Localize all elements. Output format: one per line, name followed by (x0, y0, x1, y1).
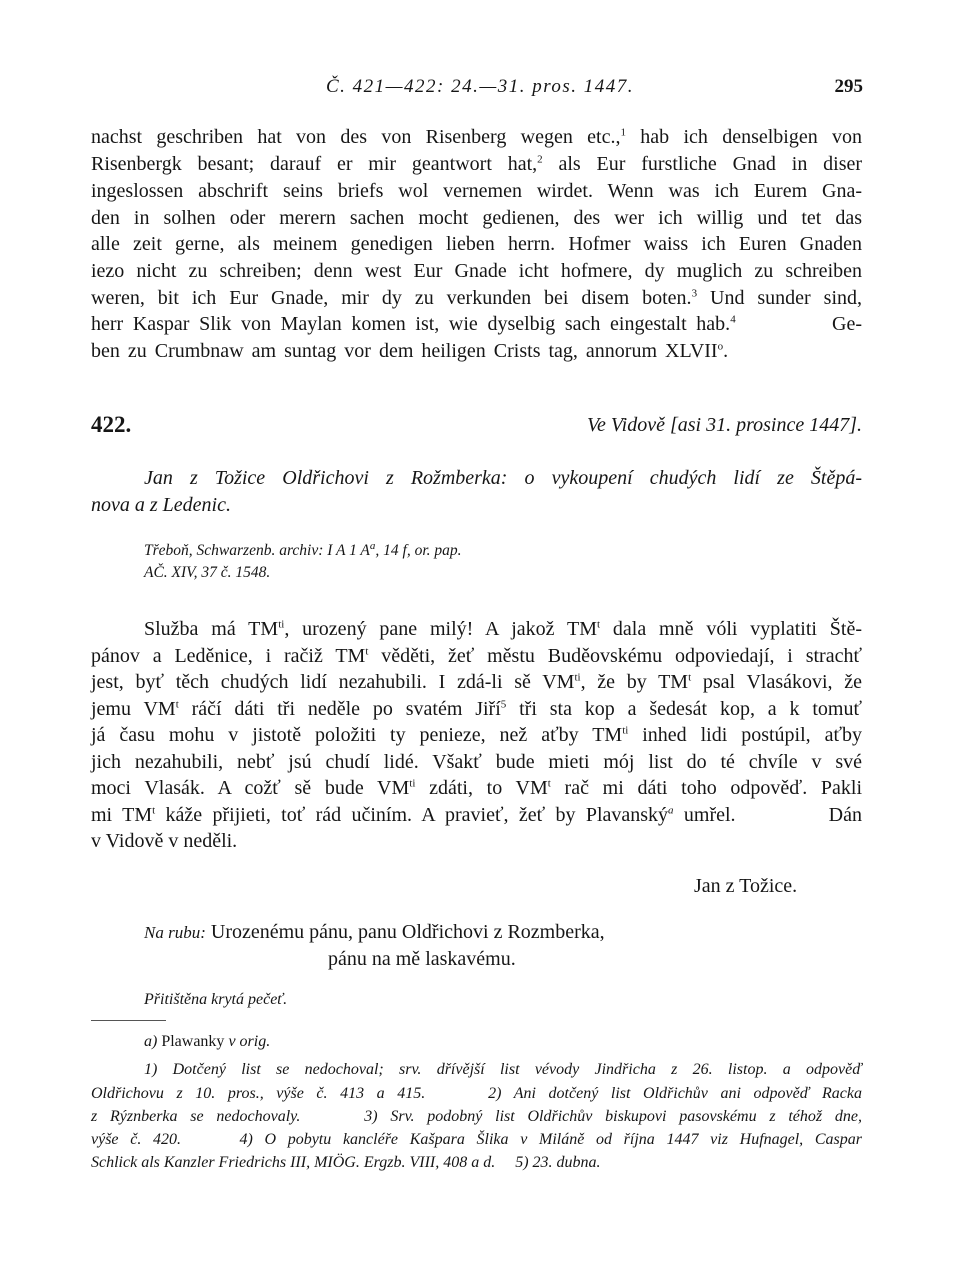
seal-note: Přitištěna krytá pečeť. (144, 991, 288, 1008)
page-number: 295 (834, 76, 863, 97)
letter-421-line: alle zeit gerne, als meinem genedigen lieben herrn. Hofmer waiss ich Euren Gnaden (91, 233, 862, 255)
letter-421-line: ingeslossen abschrift seins briefs wol vernemen wirdet. Wenn was ich Eurem Gna- (91, 180, 862, 202)
letter-422-line: Služba má $TM^{ti}$, urozený pane milý! A jakož $TM^t$ dala mně vóli vyplatiti Ště- (144, 618, 862, 640)
letter-422-line: jemu $VM^t$ ráčí dáti tři neděle po svatém Jiří$^5$ tři sta kop a šedesát kop, a k tomuť (91, 698, 862, 720)
footnote-ref: 2 (537, 153, 543, 166)
address-label: Na rubu: (144, 923, 206, 942)
address-line: Na rubu: Urozenému pánu, panu Oldřichovi z Rozmberka, (144, 921, 605, 943)
footnote-a: a) Plawanky v orig. (144, 1033, 271, 1050)
footnote-ref: 3 (691, 287, 698, 300)
letter-421-line: herr Kaspar Slik von Maylan komen ist, wie dyselbig sach eingestalt hab.$^4$ Ge- (91, 313, 863, 335)
regest-line: Jan z Tožice Oldřichovi z Rožmberka: o vykoupení chudých lidí ze Štěpá- (144, 467, 862, 489)
archive-source: Třeboň, Schwarzenb. archiv: I A 1 $A^a$, 14 f, or. pap. (144, 539, 462, 559)
footnote-line: Oldřichovu z 10. pros., výše č. 413 a 415. 2) Ani dotčený list Oldřichův ani odpověď Racka (91, 1085, 862, 1102)
signature: Jan z Tožice. (694, 875, 798, 897)
letter-421-line: den in solhen oder merern sachen mocht gedienen, des wer ich willig und tet das (91, 207, 862, 229)
footnote-ref: 4 (730, 313, 736, 326)
letter-422-line: já času mohu v jistotě položiti ty penieze, než aťby $TM^{ti}$ inhed lidi postúpil, aťby (91, 724, 863, 746)
footnote-divider (91, 1020, 166, 1021)
footnote-line: 1) Dotčený list se nedochoval; srv. dřívější list vévody Jindřicha z 26. listop. a odpověď (144, 1061, 862, 1078)
letter-421-line: ben zu Crumbnaw am suntag vor dem heiligen Crists tag, annorum XLVII$^o$. (91, 340, 729, 362)
letter-422-line: pánov a Leděnice, i račiž $TM^t$ věděti, žeť městu Buděovskému odpoviedají, i strachť (91, 645, 863, 667)
letter-421-line: weren, bit ich Eur Gnade, mir dy zu verkunden bei disem boten.$^3$ Und sunder sind, (91, 287, 863, 309)
letter-422-line: jest, byť těch chudých lidí nezahubili. I zdá-li sě $VM^{ti}$, že by $TM^t$ psal Vlasákovi, že (91, 671, 863, 693)
address-line: pánu na mě laskavému. (328, 948, 516, 970)
letter-421-line: iezo nicht zu schreiben; denn west Eur Gnade icht hofmere, dy muglich zu schreiben (91, 260, 862, 282)
footnote-ref: 5 (500, 698, 507, 711)
footnote-ref: a (668, 804, 674, 817)
document-place-date: Ve Vidově [asi 31. prosince 1447]. (587, 414, 862, 436)
letter-422-line: moci Vlasák. A cožť sě bude $VM^{ti}$ zdáti, to $VM^t$ rač mi dáti toho odpověď. Pakli (91, 777, 863, 799)
footnote-line: výše č. 420. 4) O pobytu kancléře Kašpara Šlika v Miláně od října 1447 viz Hufnagel, Caspar (91, 1131, 862, 1148)
footnote-line: Schlick als Kanzler Friedrichs III, MIÖG. Ergzb. VIII, 408 a d. 5) 23. dubna. (91, 1154, 601, 1171)
letter-422-line: mi $TM^t$ káže přijieti, toť rád učiním. A pravieť, žeť by Plavanský$^a$ umřel. Dán (91, 804, 862, 826)
document-number: 422. (91, 412, 132, 437)
letter-421-line: nachst geschriben hat von des von Risenberg wegen etc.,$^1$ hab ich denselbigen von (91, 126, 863, 148)
footnote-ref: 1 (620, 126, 626, 139)
footnote-line: z Rýznberka se nedochovaly. 3) Srv. podobný list Oldřichův biskupovi pasovskému z téhož dne, (91, 1108, 862, 1125)
page-header (0, 76, 960, 104)
edition-source: AČ. XIV, 37 č. 1548. (144, 564, 271, 581)
regest-line: nova a z Ledenic. (91, 494, 231, 516)
letter-421-line: Risenbergk besant; darauf er mir geantwort hat,$^2$ als Eur furstliche Gnad in diser (91, 153, 863, 175)
letter-422-line: jich nezahubili, nebť jsú chudí lidé. Všakť bude mieti mój list do té chvíle v své (91, 751, 862, 773)
running-title: Č. 421—422: 24.—31. pros. 1447. (325, 76, 635, 97)
letter-422-line: v Vidově v neděli. (91, 830, 238, 852)
